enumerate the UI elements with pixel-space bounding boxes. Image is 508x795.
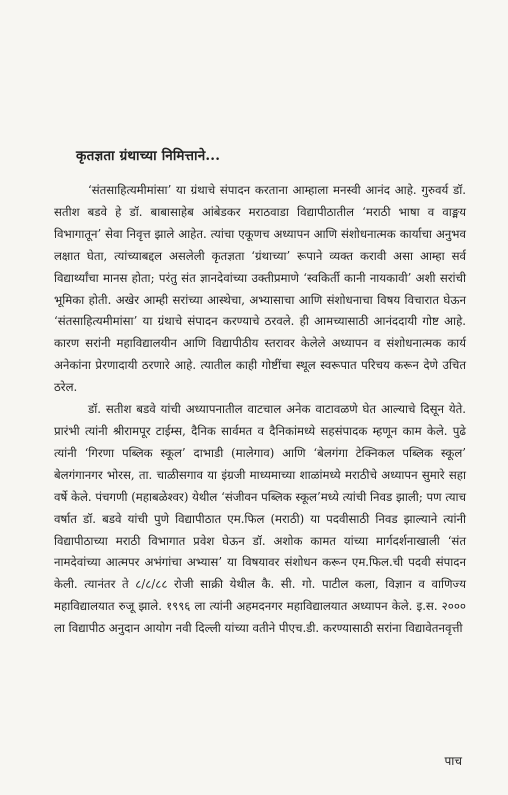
paragraph: ‘संतसाहित्यमीमांसा’ या ग्रंथाचे संपादन करताना आम्हाला मनस्वी आनंद आहे. गुरुवर्य डॉ. सतीश बडवे हे डॉ. बाबासाहेब आंबेडकर मराठवाडा विद्यापीठातील ‘मराठी भाषा व वाङ्मय विभागातून’ सेवा निवृत्त झाले आहेत. त्यांचा एकूणच अध्यापन आणि संशोधनात्मक कार्याचा अनुभव लक्षात घेता, त्यांच्याबद्दल असलेली कृतज्ञता ‘ग्रंथाच्या’ रूपाने व्यक्त करावी असा आम्हा सर्व विद्यार्थ्यांचा मानस होता; परंतु संत ज्ञानदेवांच्या उक्तीप्रमाणे ‘स्वकिर्ती कानी नायकावी’ अशी सरांची भूमिका होती. अखेर आम्ही सरांच्या आस्थेचा, अभ्यासाचा आणि संशोधनाचा विषय विचारात घेऊन ‘संतसाहित्यमीमांसा’ या ग्रंथाचे संपादन करण्याचे ठरवले. ही आमच्यासाठी आनंददायी गोष्ट आहे. कारण सरांनी महाविद्यालयीन आणि विद्यापीठीय स्तरावर केलेले अध्यापन व संशोधनात्मक कार्य अनेकांना प्रेरणादायी ठरणारे आहे. त्यातील काही गोष्टींचा स्थूल स्वरूपात परिचय करून देणे उचित ठरेल. xyxy=(54,183,466,395)
body-text xyxy=(54,180,466,640)
page-number: पाच xyxy=(444,754,462,768)
section-heading: कृतज्ञता ग्रंथाच्या निमित्ताने... xyxy=(76,148,221,164)
paragraph: डॉ. सतीश बडवे यांची अध्यापनातील वाटचाल अनेक वाटावळणे घेत आल्याचे दिसून येते. प्रारंभी त्यांनी श्रीरामपूर टाईम्स, दैनिक सार्वमत व दैनिकांमध्ये सहसंपादक म्हणून काम केले. पुढे त्यांनी ‘गिरणा पब्लिक स्कूल’ दाभाडी (मालेगाव) आणि ‘बेलगंगा टेक्निकल पब्लिक स्कूल’ बेलगंगानगर भोरस, ता. चाळीसगाव या इंग्रजी माध्यमाच्या शाळांमध्ये मराठीचे अध्यापन सुमारे सहा वर्षे केले. पंचगणी (महाबळेश्वर) येथील ‘संजीवन पब्लिक स्कूल’मध्ये त्यांची निवड झाली; पण त्याच वर्षात डॉ. बडवे यांची पुणे विद्यापीठात एम.फिल (मराठी) या पदवीसाठी निवड झाल्याने त्यांनी विद्यापीठाच्या मराठी विभागात प्रवेश घेऊन डॉ. अशोक कामत यांच्या मार्गदर्शनाखाली ‘संत नामदेवांच्या आत्मपर अभंगांचा अभ्यास’ या विषयावर संशोधन करून एम.फिल.ची पदवी संपादन केली. त्यानंतर ते ८/८/८८ रोजी साक्री येथील कै. सी. गो. पाटील कला, विज्ञान व वाणिज्य महाविद्यालयात रुजू झाले. १९९६ ला त्यांनी अहमदनगर महाविद्यालयात अध्यापन केले. इ.स. २००० ला विद्यापीठ अनुदान आयोग नवी दिल्ली यांच्या वतीने पीएच.डी. करण्यासाठी सरांना विद्यावेतनवृत्ती xyxy=(54,402,466,636)
